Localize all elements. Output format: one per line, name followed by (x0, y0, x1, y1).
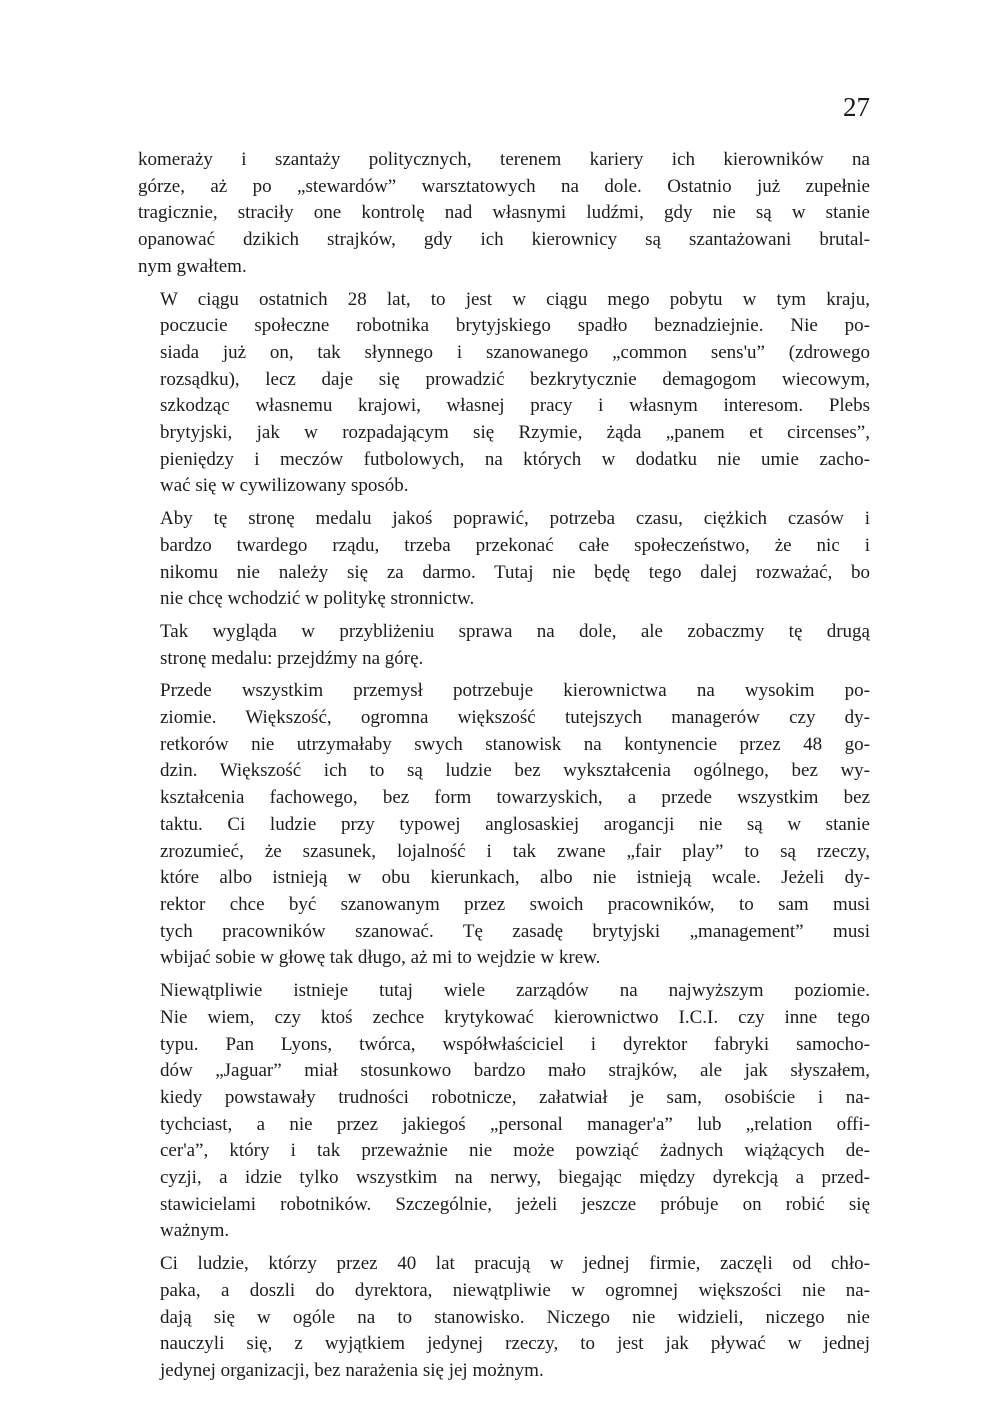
text-line: Nie wiem, czy ktoś zechce krytykować kierownictwo I.C.I. czy inne tego (160, 1006, 870, 1028)
text-line: wać się w cywilizowany sposób. (160, 475, 409, 497)
text-line: nym gwałtem. (138, 255, 247, 277)
text-line: rektor chce być szanowanym przez swoich pracowników, to sam musi (160, 893, 870, 915)
text-line: kształcenia fachowego, bez form towarzyskich, a przede wszystkim bez (160, 787, 870, 809)
text-line: Aby tę stronę medalu jakoś poprawić, potrzeba czasu, ciężkich czasów i (160, 508, 870, 530)
text-line: cer'a”, który i tak przeważnie nie może powziąć żadnych wiążących de- (160, 1140, 870, 1162)
text-line: tych pracowników szanować. Tę zasadę brytyjski „management” musi (160, 920, 870, 942)
paragraph (138, 678, 870, 972)
text-line: nauczyli się, z wyjątkiem jedynej rzeczy, to jest jak pływać w jednej (160, 1333, 870, 1355)
text-line: Tak wygląda w przybliżeniu sprawa na dole, ale zobaczmy tę drugą (160, 620, 870, 642)
text-line: Przede wszystkim przemysł potrzebuje kierownictwa na wysokim po- (160, 680, 870, 702)
text-line: wbijać sobie w głowę tak długo, aż mi to wejdzie w krew. (160, 947, 601, 969)
text-line: szkodząc własnemu krajowi, własnej pracy i własnym interesom. Plebs (160, 395, 870, 417)
text-line: jedynej organizacji, bez narażenia się jej możnym. (160, 1359, 544, 1381)
text-line: tychciast, a nie przez jakiegoś „personal manager'a” lub „relation offi- (160, 1113, 870, 1135)
text-line: nikomu nie należy się za darmo. Tutaj nie będę tego dalej rozważać, bo (160, 561, 870, 583)
text-line: stawicielami robotników. Szczególnie, jeżeli jeszcze próbuje on robić się (160, 1193, 870, 1215)
text-line: Niewątpliwie istnieje tutaj wiele zarządów na najwyższym poziomie. (160, 980, 870, 1002)
text-line: paka, a doszli do dyrektora, niewątpliwie w ogromnej większości nie na- (160, 1279, 870, 1301)
text-line: ziomie. Większość, ogromna większość tutejszych managerów czy dy- (160, 707, 870, 729)
paragraph (138, 147, 870, 281)
text-line: które albo istnieją w obu kierunkach, albo nie istnieją wcale. Jeżeli dy- (160, 867, 870, 889)
text-line: typu. Pan Lyons, twórca, współwłaściciel i dyrektor fabryki samocho- (160, 1033, 870, 1055)
text-line: taktu. Ci ludzie przy typowej anglosaskiej arogancji nie są w stanie (160, 813, 870, 835)
text-line: poczucie społeczne robotnika brytyjskiego spadło beznadziejnie. Nie po- (160, 315, 870, 337)
text-line: W ciągu ostatnich 28 lat, to jest w ciągu mego pobytu w tym kraju, (160, 288, 870, 310)
paragraph (138, 619, 870, 672)
text-line: nie chcę wchodzić w politykę stronnictw. (160, 588, 475, 610)
text-line: komeraży i szantaży politycznych, terenem kariery ich kierowników na (138, 149, 870, 170)
text-line: opanować dzikich strajków, gdy ich kierownicy są szantażowani brutal- (138, 229, 870, 251)
text-line: dają się w ogóle na to stanowisko. Niczego nie widzieli, niczego nie (160, 1306, 870, 1328)
text-line: dzin. Większość ich to są ludzie bez wykształcenia ogólnego, bez wy- (160, 760, 870, 782)
page-number: 27 (843, 92, 870, 122)
body-text (138, 147, 870, 1391)
text-line: cyzji, a idzie tylko wszystkim na nerwy, biegając między dyrekcją a przed- (160, 1167, 870, 1189)
paragraph (138, 978, 870, 1245)
text-line: kiedy powstawały trudności robotnicze, załatwiał je sam, osobiście i na- (160, 1086, 870, 1108)
paragraph (138, 1251, 870, 1385)
text-line: pieniędzy i meczów futbolowych, na których w dodatku nie umie zacho- (160, 448, 870, 470)
text-line: stronę medalu: przejdźmy na górę. (160, 647, 424, 669)
paragraph (138, 287, 870, 501)
text-line: rozsądku), lecz daje się prowadzić bezkrytycznie demagogom wiecowym, (160, 368, 870, 390)
paragraph (138, 506, 870, 613)
text-line: brytyjski, jak w rozpadającym się Rzymie, żąda „panem et circenses”, (160, 422, 870, 444)
text-line: Ci ludzie, którzy przez 40 lat pracują w jednej firmie, zaczęli od chło- (160, 1253, 870, 1275)
text-line: górze, aż po „stewardów” warsztatowych na dole. Ostatnio już zupełnie (138, 175, 870, 197)
text-line: dów „Jaguar” miał stosunkowo bardzo mało strajków, ale jak słyszałem, (160, 1060, 870, 1082)
text-line: tragicznie, straciły one kontrolę nad własnymi ludźmi, gdy nie są w stanie (138, 202, 870, 224)
text-line: ważnym. (160, 1220, 230, 1242)
text-line: siada już on, tak słynnego i szanowanego „common sens'u” (zdrowego (160, 341, 870, 363)
text-line: bardzo twardego rządu, trzeba przekonać całe społeczeństwo, że nic i (160, 534, 870, 556)
text-line: zrozumieć, że szasunek, lojalność i tak zwane „fair play” to są rzeczy, (160, 840, 870, 862)
text-line: retkorów nie utrzymałaby swych stanowisk na kontynencie przez 48 go- (160, 733, 870, 755)
